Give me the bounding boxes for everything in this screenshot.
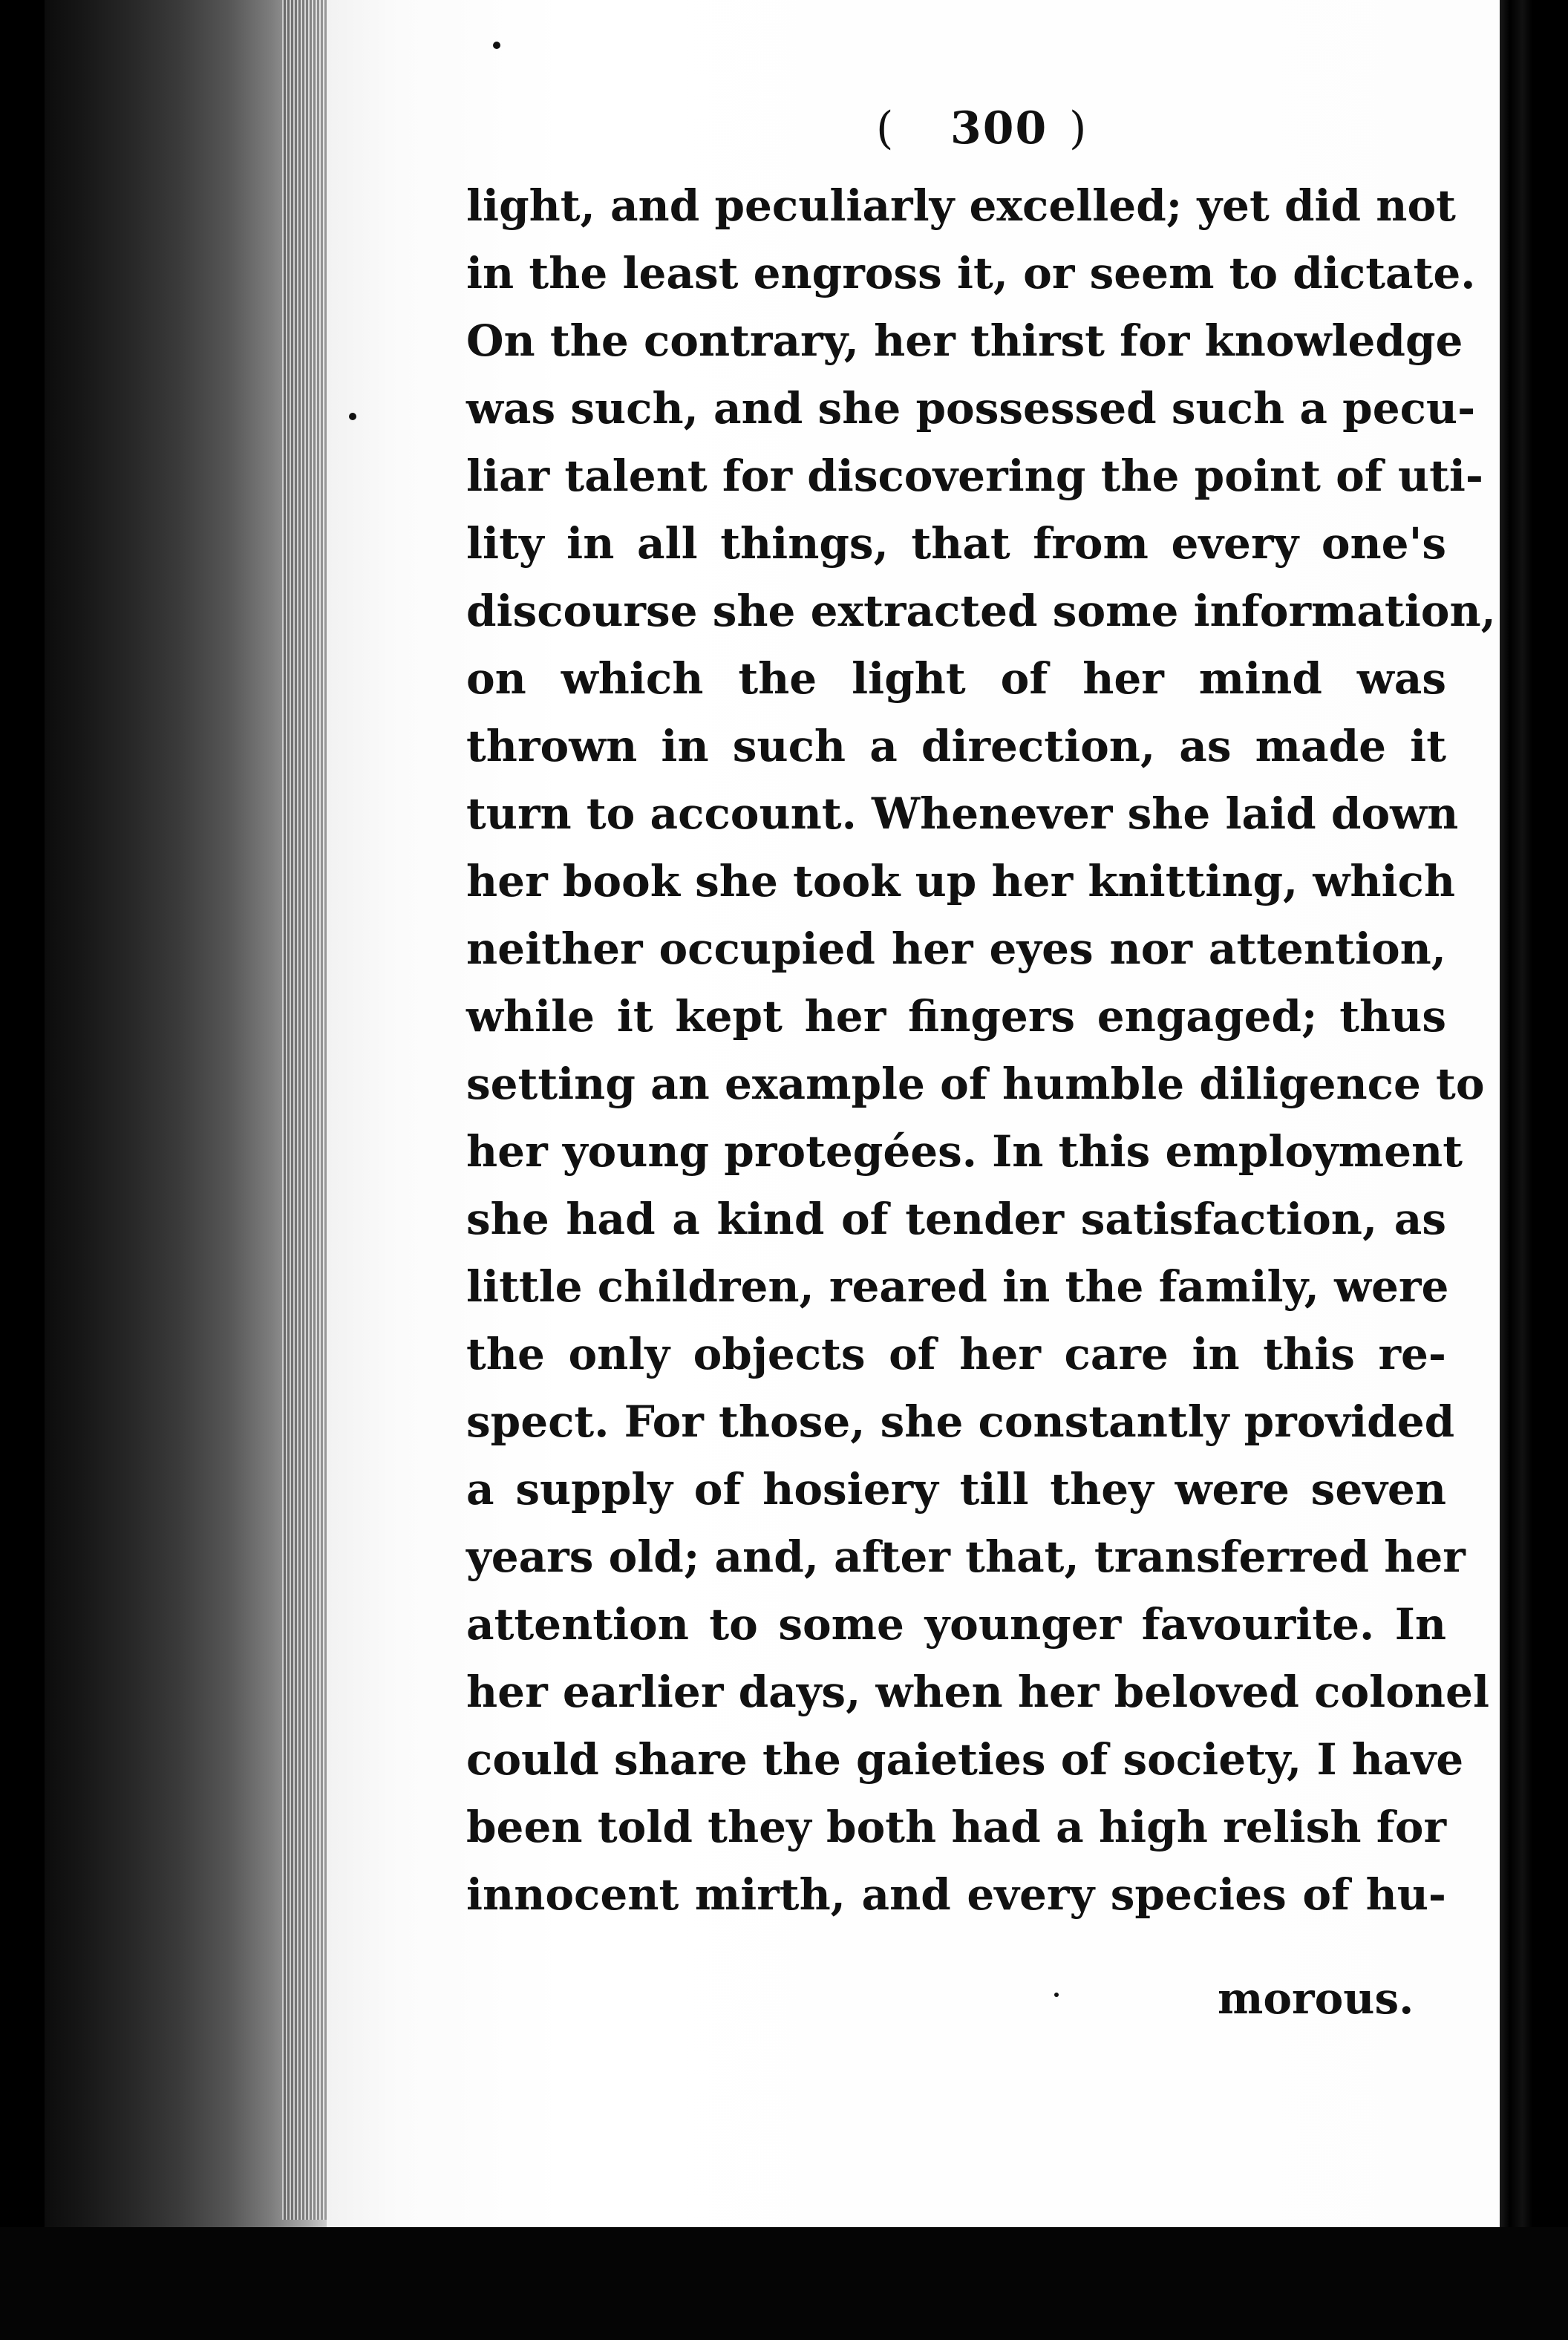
text-line: years old; and, after that, transferred her (466, 1532, 1466, 1582)
bottom-border (0, 2227, 1568, 2340)
header-open-paren: ( (876, 102, 894, 154)
ink-speck (493, 42, 500, 49)
text-line: neither occupied her eyes nor attention, (466, 924, 1446, 974)
text-line: innocent mirth, and every species of hu- (466, 1869, 1446, 1920)
ink-speck (1054, 1993, 1059, 1997)
text-line: little children, reared in the family, were (466, 1261, 1449, 1312)
text-line: liar talent for discovering the point of uti- (466, 451, 1483, 501)
text-line: discourse she extracted some information, (466, 586, 1496, 636)
text-line: she had a kind of tender satisfaction, as (466, 1194, 1446, 1244)
text-line: light, and peculiarly excelled; yet did not (466, 180, 1456, 231)
text-line: lity in all things, that from every one's (466, 518, 1446, 569)
text-line: thrown in such a direction, as made it (466, 721, 1446, 771)
text-line: been told they both had a high relish for (466, 1802, 1446, 1852)
text-line: could share the gaieties of society, I have (466, 1734, 1464, 1785)
body-text (466, 172, 1496, 1929)
text-line: turn to account. Whenever she laid down (466, 788, 1459, 839)
text-line: on which the light of her mind was (466, 653, 1446, 704)
right-page-edge (1500, 0, 1532, 2257)
text-line: spect. For those, she constantly provided (466, 1396, 1455, 1447)
text-line: her book she took up her knitting, which (466, 856, 1456, 906)
running-header (817, 95, 1128, 169)
text-line: On the contrary, her thirst for knowledge (466, 316, 1463, 366)
text-line: setting an example of humble diligence to (466, 1059, 1485, 1109)
ink-speck (349, 413, 356, 420)
text-line: attention to some younger favourite. In (466, 1599, 1446, 1650)
text-line: a supply of hosiery till they were seven (466, 1464, 1446, 1514)
text-line: was such, and she possessed such a pecu- (466, 383, 1476, 434)
text-line: while it kept her fingers engaged; thus (466, 991, 1446, 1042)
page-number: 300 (950, 102, 1048, 154)
header-close-paren: ) (1069, 102, 1087, 154)
text-line: her earlier days, when her beloved colonel (466, 1667, 1489, 1717)
text-line: in the least engross it, or seem to dictate. (466, 248, 1476, 298)
catchword: morous. (1218, 1973, 1414, 2024)
text-line: the only objects of her care in this re- (466, 1329, 1446, 1379)
text-line: her young protegées. In this employment (466, 1126, 1463, 1177)
